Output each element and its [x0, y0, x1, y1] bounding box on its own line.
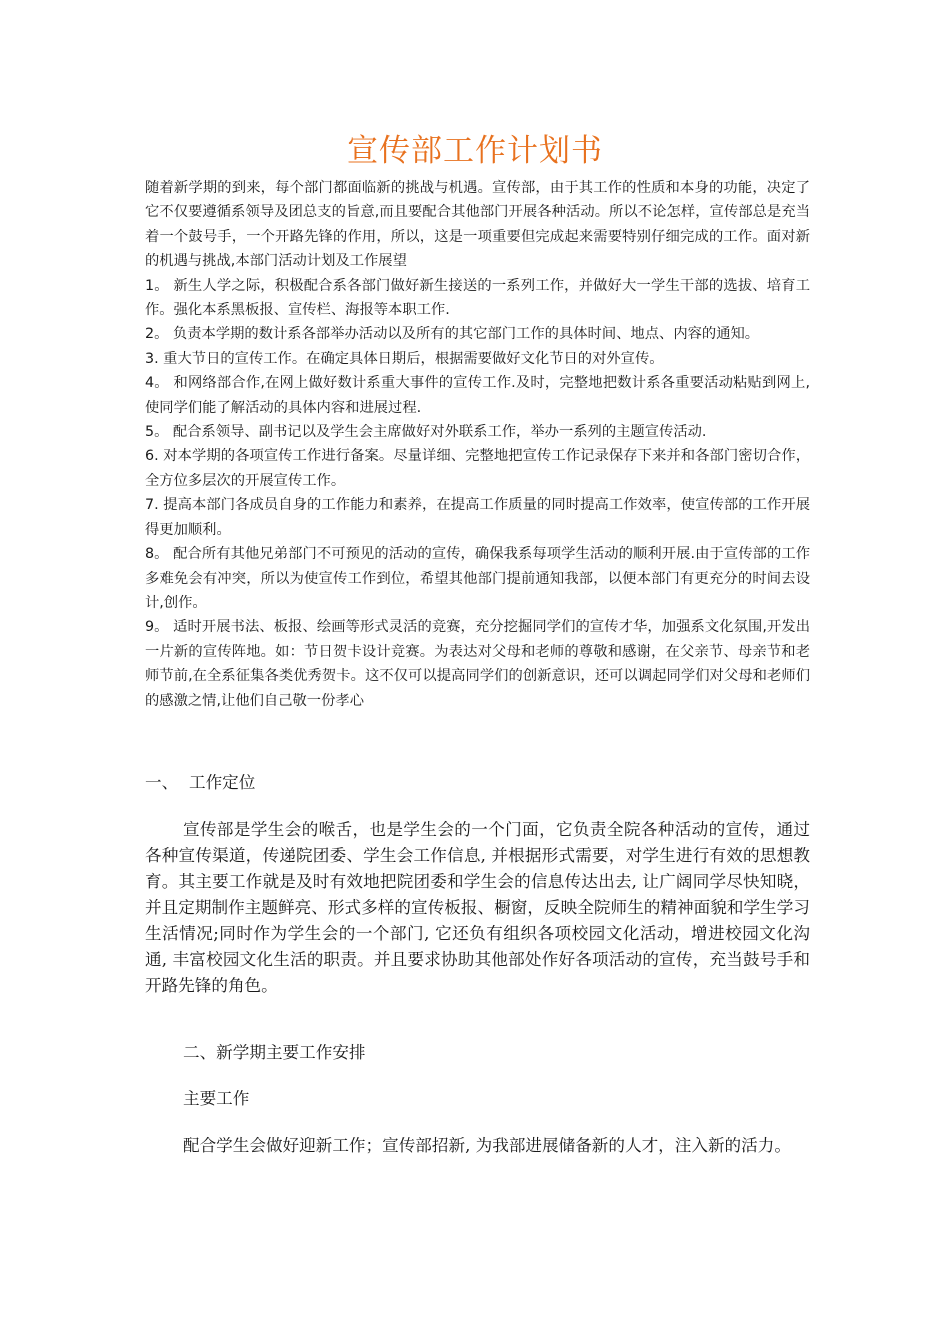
section-1-title: 工作定位 — [189, 773, 256, 792]
list-item-8: 8。 配合所有其他兄弟部门不可预见的活动的宣传，确保我系每项学生活动的顺利开展.由于宣传部的工作多难免会有冲突，所以为使宣传工作到位，希望其他部门提前通知我部，以便本部门有更充分的时间去设计,创作。 — [145, 546, 810, 611]
list-item-5: 5。 配合系领导、副书记以及学生会主席做好对外联系工作，举办一系列的主题宣传活动. — [145, 424, 707, 441]
section-2-paragraph: 配合学生会做好迎新工作；宣传部招新, 为我部进展储备新的人才，注入新的活力。 — [183, 1136, 791, 1155]
list-item-1: 1。 新生人学之际，积极配合系各部门做好新生接送的一系列工作，并做好大一学生干部的选拔、培育工作。强化本系黑板报、宣传栏、海报等本职工作. — [145, 277, 810, 319]
subheading-text: 主要工作 — [183, 1089, 250, 1108]
section-1-paragraph: 宣传部是学生会的喉舌，也是学生会的一个门面，它负责全院各种活动的宣传，通过各种宣传渠道，传递院团委、学生会工作信息, 并根据形式需要，对学生进行有效的思想教育。其主要工作就是及时有效地把院团委和学生会的信息传达出去, 让广阔同学尽快知晓，并且定期制作主题鲜亮、形式多样的宣传板报、橱窗，反映全院师生的精神面貌和学生学习生活情况;同时作为学生会的一个部门, 它还负有组织各项校园文化活动，增进校园文化沟通, 丰富校园文化生活的职责。并且要求协助其他部处作好各项活动的宣传，充当鼓号手和开路先锋的角色。 — [145, 820, 810, 995]
section-1-heading — [145, 770, 810, 796]
list-item-3: 3. 重大节日的宣传工作。在确定具体日期后，根据需要做好文化节日的对外宣传。 — [145, 350, 664, 367]
list-item-7: 7. 提高本部门各成员自身的工作能力和素养，在提高工作质量的同时提高工作效率，使宣传部的工作开展得更加顺利。 — [145, 497, 810, 538]
section-1-number: 一、 — [145, 773, 179, 792]
intro-paragraph: 随着新学期的到来，每个部门都面临新的挑战与机遇。宣传部，由于其工作的性质和本身的功能，决定了它不仅要遵循系领导及团总支的旨意,而且要配合其他部门开展各种活动。所以不论怎样，宣传部总是充当着一个鼓号手，一个开路先锋的作用，所以，这是一项重要但完成起来需要特别仔细完成的工作。面对新的机遇与挑战,本部门活动计划及工作展望 — [145, 180, 810, 270]
document-title: 宣传部工作计划书 — [347, 133, 603, 169]
list-item-4: 4。 和网络部合作,在网上做好数计系重大事件的宣传工作.及时，完整地把数计系各重要活动粘贴到网上,使同学们能了解活动的具体内容和进展过程. — [145, 375, 810, 416]
section-2-body — [145, 1133, 810, 1159]
section-1-body — [145, 817, 810, 999]
list-item-6: 6. 对本学期的各项宣传工作进行备案。尽量详细、完整地把宣传工作记录保存下来并和各部门密切合作，全方位多层次的开展宣传工作。 — [145, 448, 810, 489]
list-item-9: 9。 适时开展书法、板报、绘画等形式灵活的竞赛，充分挖掘同学们的宣传才华，加强系文化氛围,开发出一片新的宣传阵地。如：节日贺卡设计竞赛。为表达对父母和老师的尊敬和感谢，在父亲节、母亲节和老师节前,在全系征集各类优秀贺卡。这不仅可以提高同学们的创新意识，还可以调起同学们对父母和老师们的感激之情,让他们自己敬一份孝心 — [145, 619, 810, 709]
intro-block — [145, 176, 810, 713]
subheading — [145, 1086, 810, 1112]
list-item-2: 2。 负责本学期的数计系各部举办活动以及所有的其它部门工作的具体时间、地点、内容的通知。 — [145, 326, 760, 343]
section-2-heading — [145, 1040, 810, 1066]
section-2-title: 二、新学期主要工作安排 — [183, 1043, 366, 1062]
